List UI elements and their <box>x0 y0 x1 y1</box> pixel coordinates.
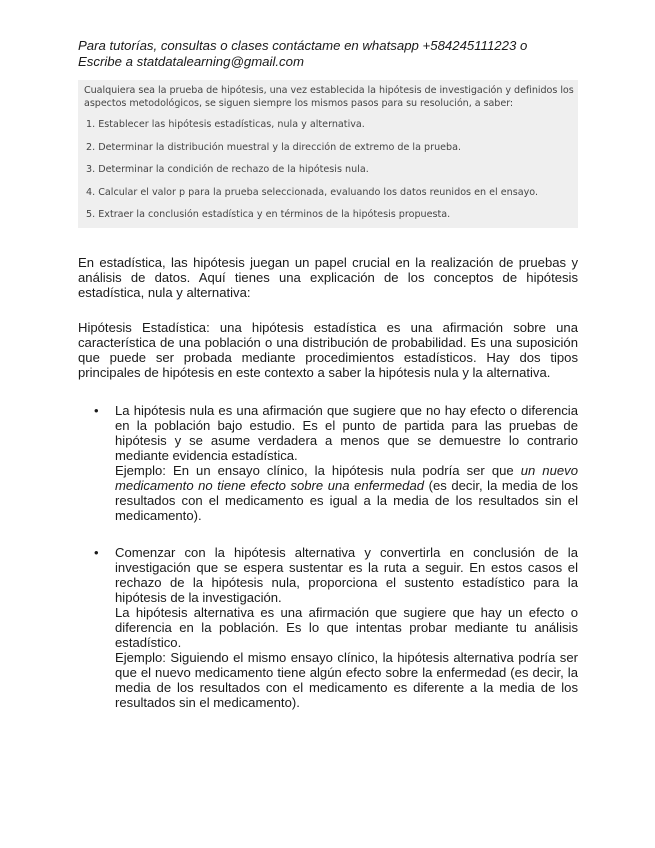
alternative-hypothesis-text: La hipótesis alternativa es una afirmación que sugiere que hay un efecto o diferencia en la población. Es lo que intentas probar mediante tu análisis estadístico. <box>115 605 578 650</box>
null-hypothesis-bullet <box>78 403 578 523</box>
null-hypothesis-text: La hipótesis nula es una afirmación que sugiere que no hay efecto o diferencia en la población bajo estudio. Es el punto de partida para las pruebas de hipótesis y se asume verdadera a menos que se demuestre lo contrario mediante evidencia estadística. <box>115 403 578 463</box>
alternative-route-text: Comenzar con la hipótesis alternativa y convertirla en conclusión de la investigación que se espera sustentar es la ruta a seguir. En estos casos el rechazo de la hipótesis nula, proporciona el sustento estadístico para la hipótesis de la investigación. <box>115 545 578 605</box>
contact-line-email: Escribe a statdatalearning@gmail.com <box>78 54 304 69</box>
bullet-dot-icon: • <box>94 545 99 560</box>
document-body <box>78 255 578 710</box>
steps-intro: Cualquiera sea la prueba de hipótesis, una vez establecida la hipótesis de investigación y definidos los aspectos metodológicos, se siguen siempre los mismos pasos para su resolución, a saber: <box>84 85 574 109</box>
step-item: 3. Determinar la condición de rechazo de la hipótesis nula. <box>86 164 369 175</box>
null-hypothesis-example <box>115 463 578 523</box>
alternative-hypothesis-example: Ejemplo: Siguiendo el mismo ensayo clínico, la hipótesis alternativa podría ser que el nuevo medicamento tiene algún efecto sobre la enfermedad (es decir, la media de los resultados con el medicamento es diferente a la media de los resultados sin el medicamento). <box>115 650 578 710</box>
intro-paragraph: En estadística, las hipótesis juegan un papel crucial en la realización de pruebas y análisis de datos. Aquí tienes una explicación de los conceptos de hipótesis estadística, nula y alternativa: <box>78 255 578 300</box>
alternative-hypothesis-bullet <box>78 545 578 710</box>
hypothesis-steps-box <box>78 80 578 228</box>
steps-list <box>84 118 574 231</box>
step-item: 2. Determinar la distribución muestral y la dirección de extremo de la prueba. <box>86 141 462 153</box>
hypothesis-bullet-list <box>78 403 578 710</box>
example-suffix: (es decir, la media de los resultados con el medicamento es igual a la media de los resultados sin el medicamento). <box>115 478 578 523</box>
step-item: 4. Calcular el valor p para la prueba seleccionada, evaluando los datos reunidos en el ensayo. <box>86 186 539 198</box>
contact-header <box>78 38 578 70</box>
example-prefix: Ejemplo: En un ensayo clínico, la hipótesis nula podría ser que <box>115 463 521 478</box>
step-item: 1. Establecer las hipótesis estadísticas, nula y alternativa. <box>86 119 365 130</box>
example-italic: un nuevo medicamento no tiene efecto sobre una enfermedad <box>115 463 578 493</box>
step-item: 5. Extraer la conclusión estadística y en términos de la hipótesis propuesta. <box>86 209 451 220</box>
bullet-dot-icon: • <box>94 403 99 418</box>
contact-line-whatsapp: Para tutorías, consultas o clases contáctame en whatsapp +584245111223 o <box>78 38 528 53</box>
statistical-hypothesis-paragraph: Hipótesis Estadística: una hipótesis estadística es una afirmación sobre una característica de una población o una distribución de probabilidad. Es una suposición que puede ser probada mediante procedimientos estadísticos. Hay dos tipos principales de hipótesis en este contexto a saber la hipótesis nula y la alternativa. <box>78 320 578 380</box>
